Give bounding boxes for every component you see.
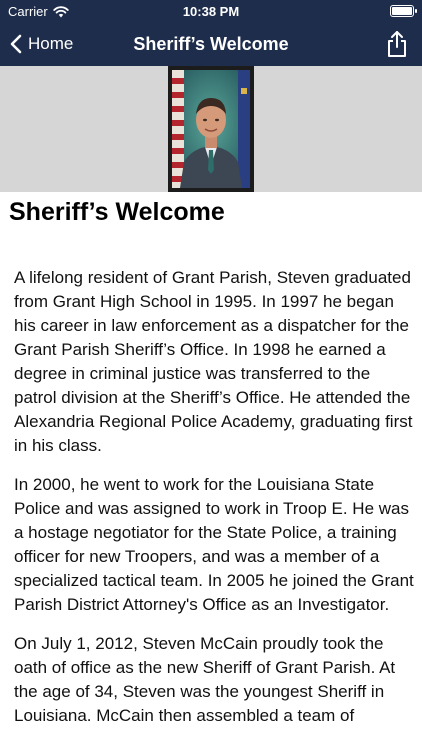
article-paragraph: On July 1, 2012, Steven McCain proudly took the oath of office as the new Sheriff of Grant Parish. At the age of 34, Steven was the youngest Sheriff in Louisiana. McCain then assembled a team of [14,634,396,725]
navigation-bar [0,22,422,66]
battery-icon [390,5,414,17]
article-paragraph: In 2000, he went to work for the Louisiana State Police and was assigned to work in Troop E. He was a hostage negotiator for the State Police, a training officer for new Troopers, and was a member of a specialized tactical team. In 2005 he joined the Grant Parish District Attorney's Office as an Investigator. [14,475,414,614]
welcome-article [14,266,414,743]
page-title: Sheriff’s Welcome [9,198,225,226]
carrier-label: Carrier [8,4,48,19]
nav-title: Sheriff’s Welcome [133,34,289,54]
article-paragraph: A lifelong resident of Grant Parish, Steven graduated from Grant High School in 1995. In 1997 he began his career in law enforcement as a dispatcher for the Grant Parish Sheriff’s Office. In 1998 he earned a degree in criminal justice was transferred to the patrol division at the Sheriff’s Office. He attended the Alexandria Regional Police Academy, graduating first in his class. [14,268,413,455]
header-image-banner [0,66,422,192]
status-time: 10:38 PM [182,4,240,19]
sheriff-portrait [168,66,254,192]
back-button[interactable] [10,22,73,66]
back-button-label: Home [28,34,74,53]
status-bar [0,0,422,22]
sheriff-photo [172,70,250,188]
chevron-left-icon [10,34,22,54]
share-icon[interactable] [384,30,410,58]
